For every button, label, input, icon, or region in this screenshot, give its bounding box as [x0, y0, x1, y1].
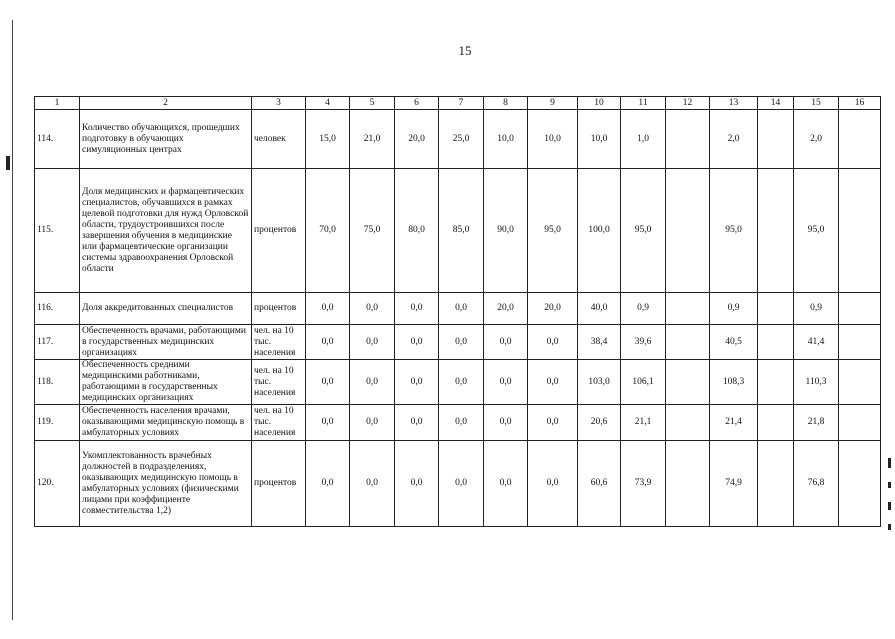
value-cell — [758, 325, 794, 360]
value-cell: 60,6 — [578, 441, 621, 527]
value-cell: 103,0 — [578, 360, 621, 405]
value-cell: 0,0 — [528, 360, 578, 405]
unit-cell: чел. на 10 тыс. населения — [252, 325, 306, 360]
value-cell: 0,0 — [306, 325, 350, 360]
indicator-name: Доля аккредитованных специалистов — [80, 293, 252, 325]
value-cell: 15,0 — [306, 110, 350, 169]
indicators-table — [34, 96, 881, 527]
table-row — [35, 293, 881, 325]
value-cell — [758, 293, 794, 325]
value-cell: 70,0 — [306, 169, 350, 293]
value-cell: 21,1 — [621, 405, 666, 441]
value-cell: 41,4 — [794, 325, 839, 360]
column-header: 13 — [710, 97, 758, 110]
scan-margin-line — [12, 20, 13, 620]
value-cell — [839, 325, 881, 360]
column-header: 6 — [395, 97, 439, 110]
value-cell — [666, 110, 710, 169]
column-header: 12 — [666, 97, 710, 110]
value-cell: 0,0 — [439, 441, 484, 527]
value-cell: 25,0 — [439, 110, 484, 169]
value-cell: 100,0 — [578, 169, 621, 293]
indicator-name: Укомплектованность врачебных должностей в подразделениях, оказывающих медицинскую помощь в амбулаторных условиях (физическими лицами при коэффициенте совместительства 1,2) — [80, 441, 252, 527]
value-cell: 20,0 — [395, 110, 439, 169]
value-cell — [758, 405, 794, 441]
column-header: 2 — [80, 97, 252, 110]
value-cell — [839, 110, 881, 169]
value-cell — [839, 441, 881, 527]
value-cell — [758, 360, 794, 405]
value-cell — [758, 441, 794, 527]
value-cell: 38,4 — [578, 325, 621, 360]
value-cell — [839, 360, 881, 405]
table-row — [35, 441, 881, 527]
column-header: 5 — [350, 97, 395, 110]
value-cell: 0,9 — [621, 293, 666, 325]
value-cell: 80,0 — [395, 169, 439, 293]
value-cell: 106,1 — [621, 360, 666, 405]
unit-cell: человек — [252, 110, 306, 169]
indicator-name: Обеспеченность врачами, работающими в государственных медицинских организациях — [80, 325, 252, 360]
value-cell: 21,0 — [350, 110, 395, 169]
value-cell: 75,0 — [350, 169, 395, 293]
value-cell: 0,0 — [439, 325, 484, 360]
row-number: 117. — [35, 325, 80, 360]
table-row — [35, 110, 881, 169]
value-cell: 90,0 — [484, 169, 528, 293]
value-cell — [666, 293, 710, 325]
value-cell: 40,5 — [710, 325, 758, 360]
value-cell — [666, 325, 710, 360]
column-header: 10 — [578, 97, 621, 110]
value-cell: 2,0 — [710, 110, 758, 169]
scan-margin-mark — [6, 156, 10, 170]
value-cell: 10,0 — [578, 110, 621, 169]
table-row — [35, 169, 881, 293]
column-header: 3 — [252, 97, 306, 110]
value-cell: 0,0 — [306, 360, 350, 405]
value-cell: 0,0 — [528, 405, 578, 441]
value-cell: 0,0 — [395, 360, 439, 405]
unit-cell: процентов — [252, 169, 306, 293]
value-cell: 2,0 — [794, 110, 839, 169]
value-cell: 0,0 — [439, 360, 484, 405]
indicator-name: Обеспеченность средними медицинскими работниками, работающими в государственных медицинских организациях — [80, 360, 252, 405]
value-cell: 39,6 — [621, 325, 666, 360]
row-number: 116. — [35, 293, 80, 325]
column-header: 4 — [306, 97, 350, 110]
value-cell: 95,0 — [794, 169, 839, 293]
value-cell: 95,0 — [621, 169, 666, 293]
value-cell: 108,3 — [710, 360, 758, 405]
value-cell — [666, 169, 710, 293]
row-number: 114. — [35, 110, 80, 169]
value-cell: 95,0 — [528, 169, 578, 293]
value-cell: 0,0 — [528, 325, 578, 360]
value-cell: 0,0 — [395, 441, 439, 527]
value-cell: 0,0 — [395, 293, 439, 325]
value-cell: 0,0 — [350, 293, 395, 325]
value-cell — [666, 405, 710, 441]
value-cell: 0,0 — [528, 441, 578, 527]
value-cell — [839, 405, 881, 441]
column-header: 1 — [35, 97, 80, 110]
value-cell: 0,0 — [484, 360, 528, 405]
value-cell: 0,0 — [350, 325, 395, 360]
header-row — [35, 97, 881, 110]
value-cell — [758, 169, 794, 293]
value-cell: 20,6 — [578, 405, 621, 441]
value-cell: 0,0 — [306, 293, 350, 325]
column-header: 8 — [484, 97, 528, 110]
column-header: 15 — [794, 97, 839, 110]
value-cell — [666, 441, 710, 527]
value-cell — [666, 360, 710, 405]
value-cell: 76,8 — [794, 441, 839, 527]
value-cell: 0,0 — [439, 293, 484, 325]
value-cell: 0,0 — [350, 405, 395, 441]
column-header: 14 — [758, 97, 794, 110]
value-cell: 10,0 — [484, 110, 528, 169]
value-cell: 0,0 — [306, 405, 350, 441]
value-cell: 0,0 — [484, 441, 528, 527]
value-cell: 85,0 — [439, 169, 484, 293]
value-cell: 0,0 — [395, 405, 439, 441]
value-cell: 10,0 — [528, 110, 578, 169]
value-cell: 20,0 — [528, 293, 578, 325]
indicator-name: Обеспеченность населения врачами, оказывающими медицинскую помощь в амбулаторных условиях — [80, 405, 252, 441]
page-number: 15 — [458, 43, 472, 58]
value-cell — [758, 110, 794, 169]
unit-cell: чел. на 10 тыс. населения — [252, 405, 306, 441]
value-cell: 95,0 — [710, 169, 758, 293]
value-cell: 74,9 — [710, 441, 758, 527]
column-header: 16 — [839, 97, 881, 110]
value-cell: 73,9 — [621, 441, 666, 527]
value-cell: 20,0 — [484, 293, 528, 325]
row-number: 120. — [35, 441, 80, 527]
row-number: 118. — [35, 360, 80, 405]
row-number: 115. — [35, 169, 80, 293]
column-header: 11 — [621, 97, 666, 110]
value-cell: 0,0 — [484, 325, 528, 360]
value-cell — [839, 293, 881, 325]
scan-right-marks — [884, 450, 894, 550]
value-cell: 0,9 — [710, 293, 758, 325]
unit-cell: процентов — [252, 293, 306, 325]
unit-cell: процентов — [252, 441, 306, 527]
unit-cell: чел. на 10 тыс. населения — [252, 360, 306, 405]
value-cell: 0,0 — [395, 325, 439, 360]
value-cell: 0,0 — [350, 441, 395, 527]
indicator-name: Доля медицинских и фармацевтических специалистов, обучавшихся в рамках целевой подготовки для нужд Орловской области, трудоустроившихся после завершения обучения в медицинские или фармацевтические организации системы здравоохранения Орловской области — [80, 169, 252, 293]
value-cell: 0,0 — [484, 405, 528, 441]
value-cell: 0,0 — [306, 441, 350, 527]
table-row — [35, 325, 881, 360]
table-row — [35, 405, 881, 441]
value-cell: 110,3 — [794, 360, 839, 405]
value-cell: 1,0 — [621, 110, 666, 169]
indicator-name: Количество обучающихся, прошедших подготовку в обучающих симуляционных центрах — [80, 110, 252, 169]
column-header: 9 — [528, 97, 578, 110]
value-cell: 0,0 — [350, 360, 395, 405]
value-cell: 21,8 — [794, 405, 839, 441]
value-cell: 0,9 — [794, 293, 839, 325]
column-header: 7 — [439, 97, 484, 110]
row-number: 119. — [35, 405, 80, 441]
table-row — [35, 360, 881, 405]
value-cell: 0,0 — [439, 405, 484, 441]
value-cell — [839, 169, 881, 293]
value-cell: 40,0 — [578, 293, 621, 325]
value-cell: 21,4 — [710, 405, 758, 441]
